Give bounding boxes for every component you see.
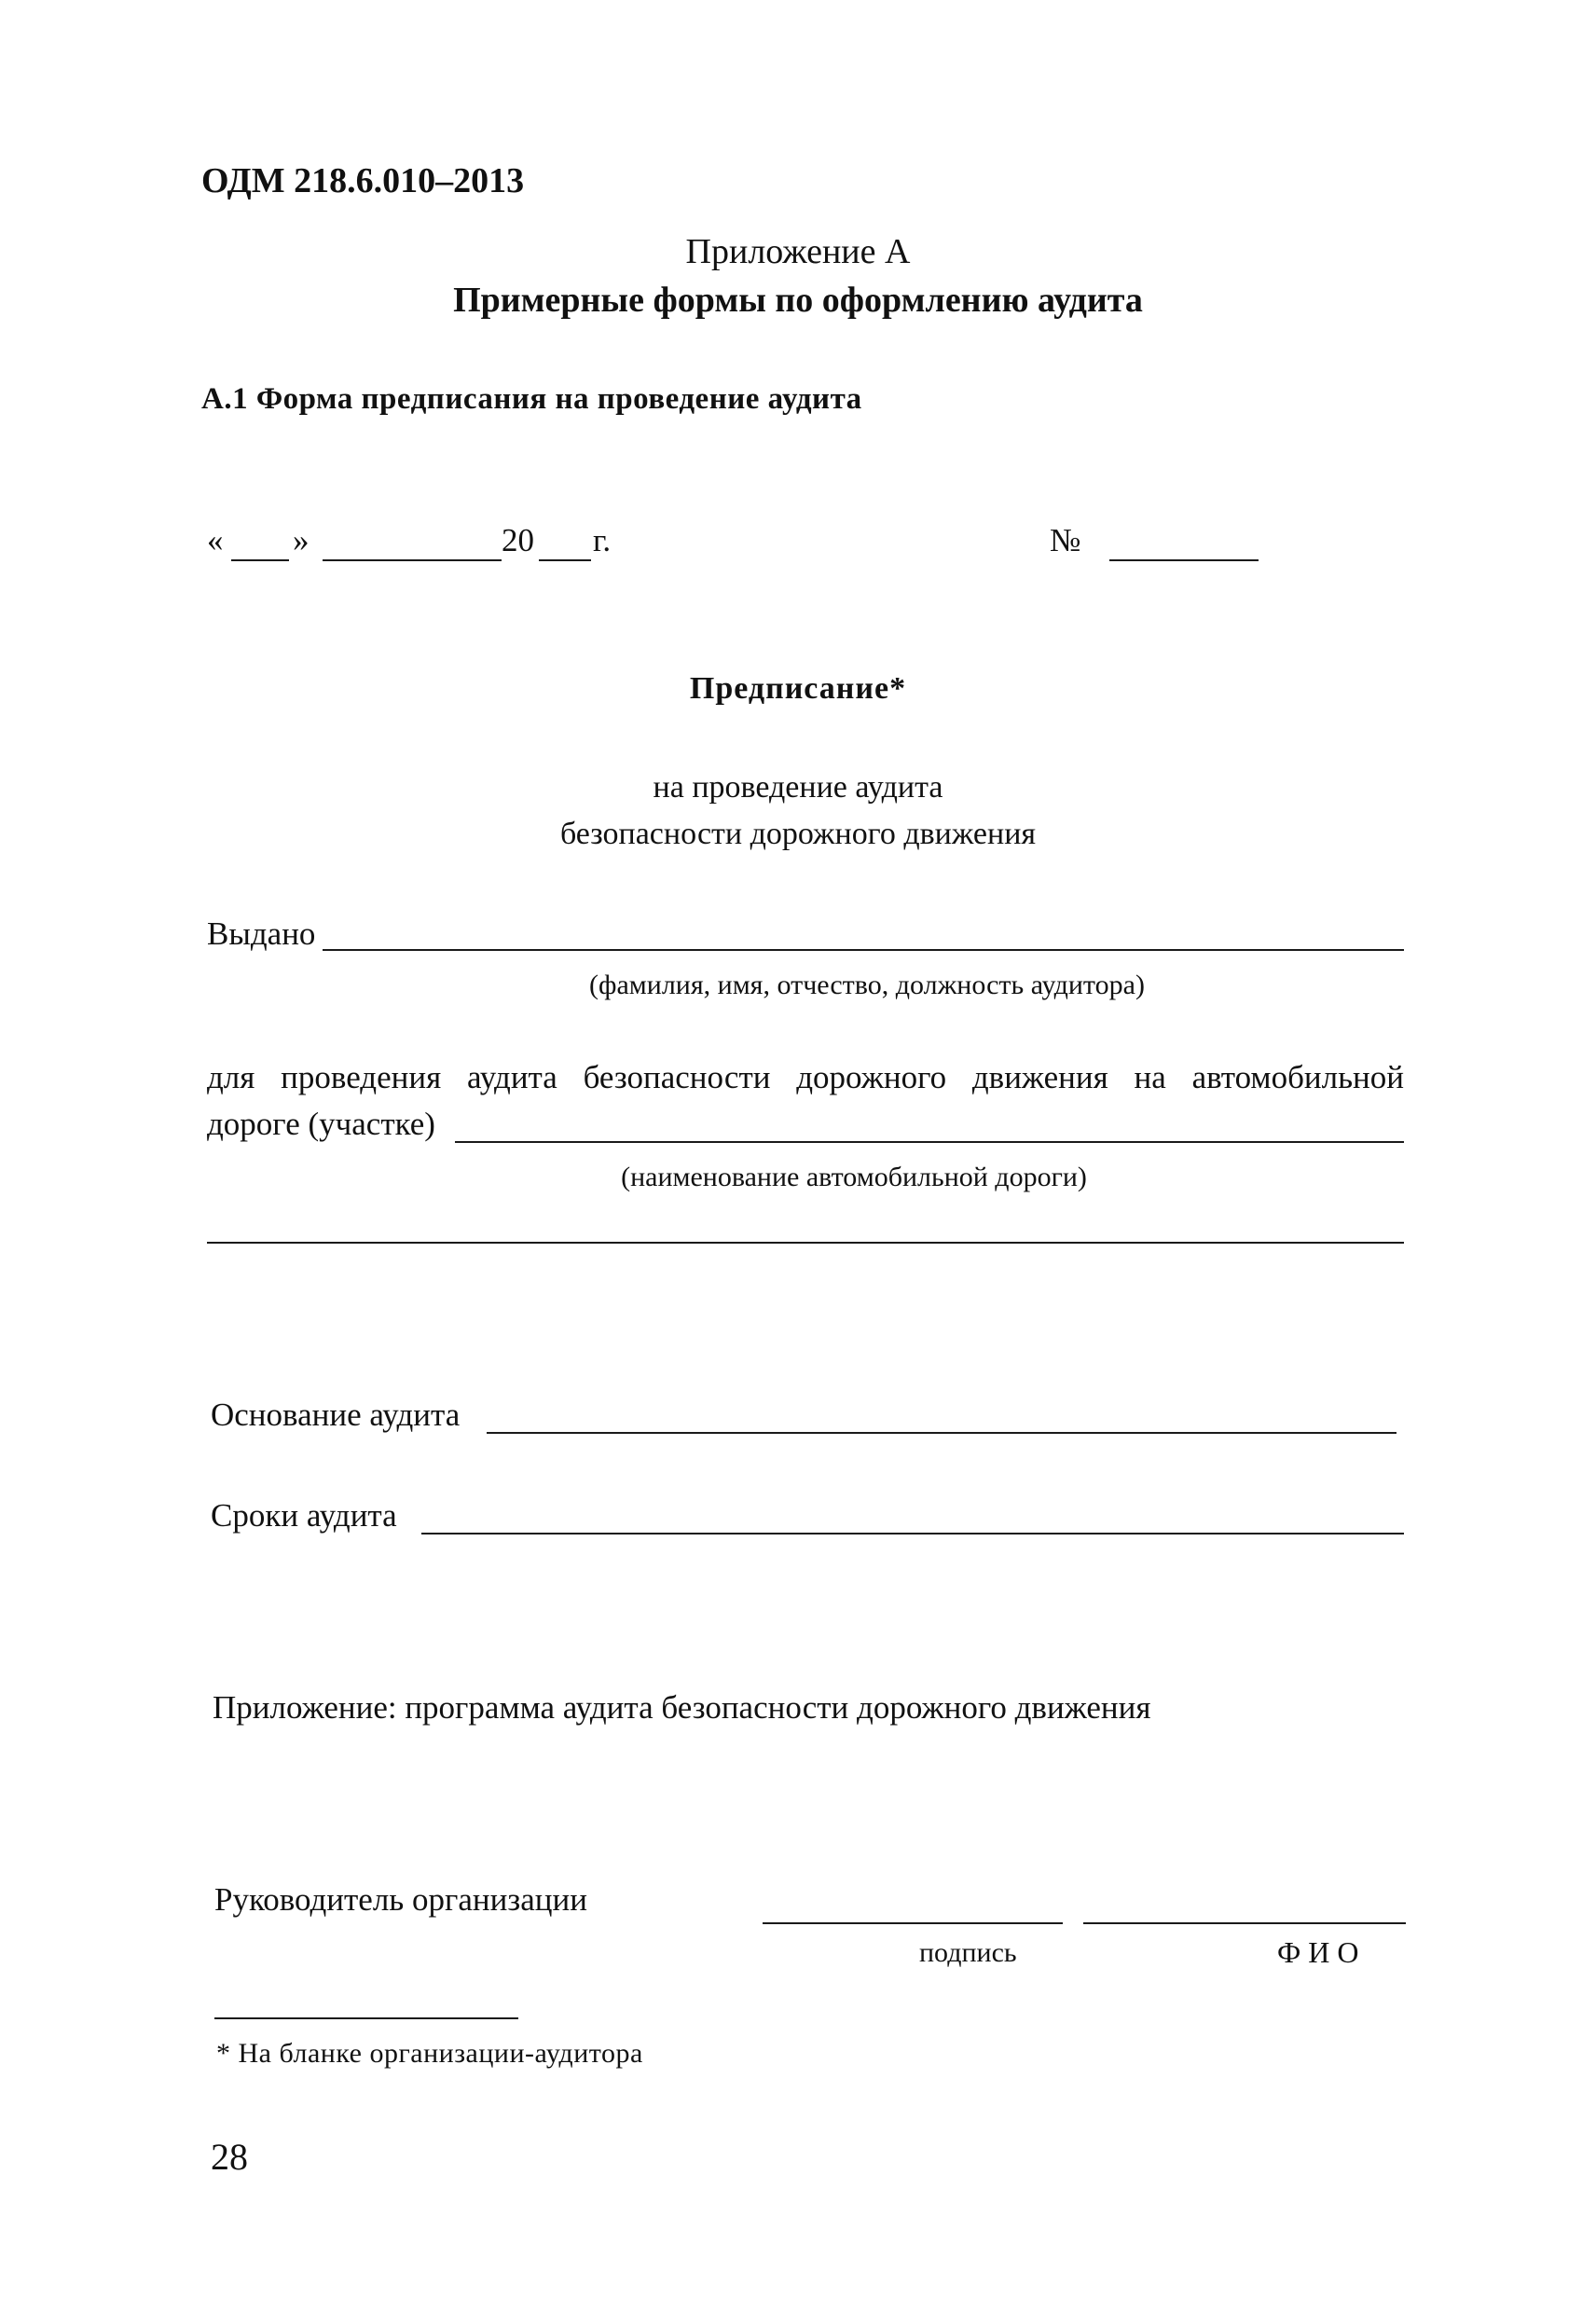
month-blank-line[interactable] <box>323 559 502 561</box>
footnote-separator <box>214 2017 518 2019</box>
signature-hint: подпись <box>919 1937 1017 1968</box>
road-blank-line[interactable] <box>455 1141 1404 1143</box>
issued-hint-text: (фамилия, имя, отчество, должность аудитора) <box>589 970 1145 1000</box>
signature-blank-line[interactable] <box>763 1922 1063 1924</box>
issued-label: Выдано <box>207 915 316 952</box>
terms-blank-line[interactable] <box>421 1533 1404 1534</box>
footnote: * На бланке организации-аудитора <box>216 2038 643 2069</box>
signatory-role: Руководитель организации <box>214 1881 587 1918</box>
basis-blank-line[interactable] <box>487 1432 1396 1434</box>
form-subtitle-line1: на проведение аудита <box>653 770 943 805</box>
appendix-subtitle: Примерные формы по оформлению аудита <box>453 281 1143 320</box>
document-code: ОДМ 218.6.010–2013 <box>201 161 525 200</box>
basis-label: Основание аудита <box>211 1397 461 1433</box>
year-suffix: г. <box>593 522 612 558</box>
open-quote: « <box>207 522 224 558</box>
number-blank-line[interactable] <box>1109 559 1259 561</box>
day-blank-line[interactable] <box>231 559 289 561</box>
form-title: Предписание* <box>689 671 907 706</box>
full-name-hint: ФИО <box>1277 1935 1367 1969</box>
issued-hint <box>0 970 1596 1001</box>
attachment-note: Приложение: программа аудита безопасности дорожного движения <box>213 1689 1151 1726</box>
issued-blank-line[interactable] <box>323 949 1404 951</box>
terms-label: Сроки аудита <box>211 1497 397 1534</box>
form-subtitle-line2: безопасности дорожного движения <box>559 817 1037 851</box>
purpose-line1: для проведения аудита безопасности дорожного движения на автомобильной <box>207 1059 1404 1095</box>
road-hint <box>0 1162 1596 1193</box>
appendix-title: Приложение А <box>685 232 911 271</box>
purpose-line2: дороге (участке) <box>207 1106 435 1142</box>
full-name-blank-line[interactable] <box>1083 1922 1406 1924</box>
page-number: 28 <box>211 2136 248 2178</box>
year-prefix: 20 <box>502 522 534 558</box>
number-sign: № <box>1050 522 1081 558</box>
road-extra-blank-line[interactable] <box>207 1242 1404 1244</box>
road-hint-text: (наименование автомобильной дороги) <box>621 1162 1087 1192</box>
year-blank-line[interactable] <box>539 559 591 561</box>
section-title: А.1 Форма предписания на проведение аудита <box>201 382 862 416</box>
close-quote: » <box>293 522 310 558</box>
